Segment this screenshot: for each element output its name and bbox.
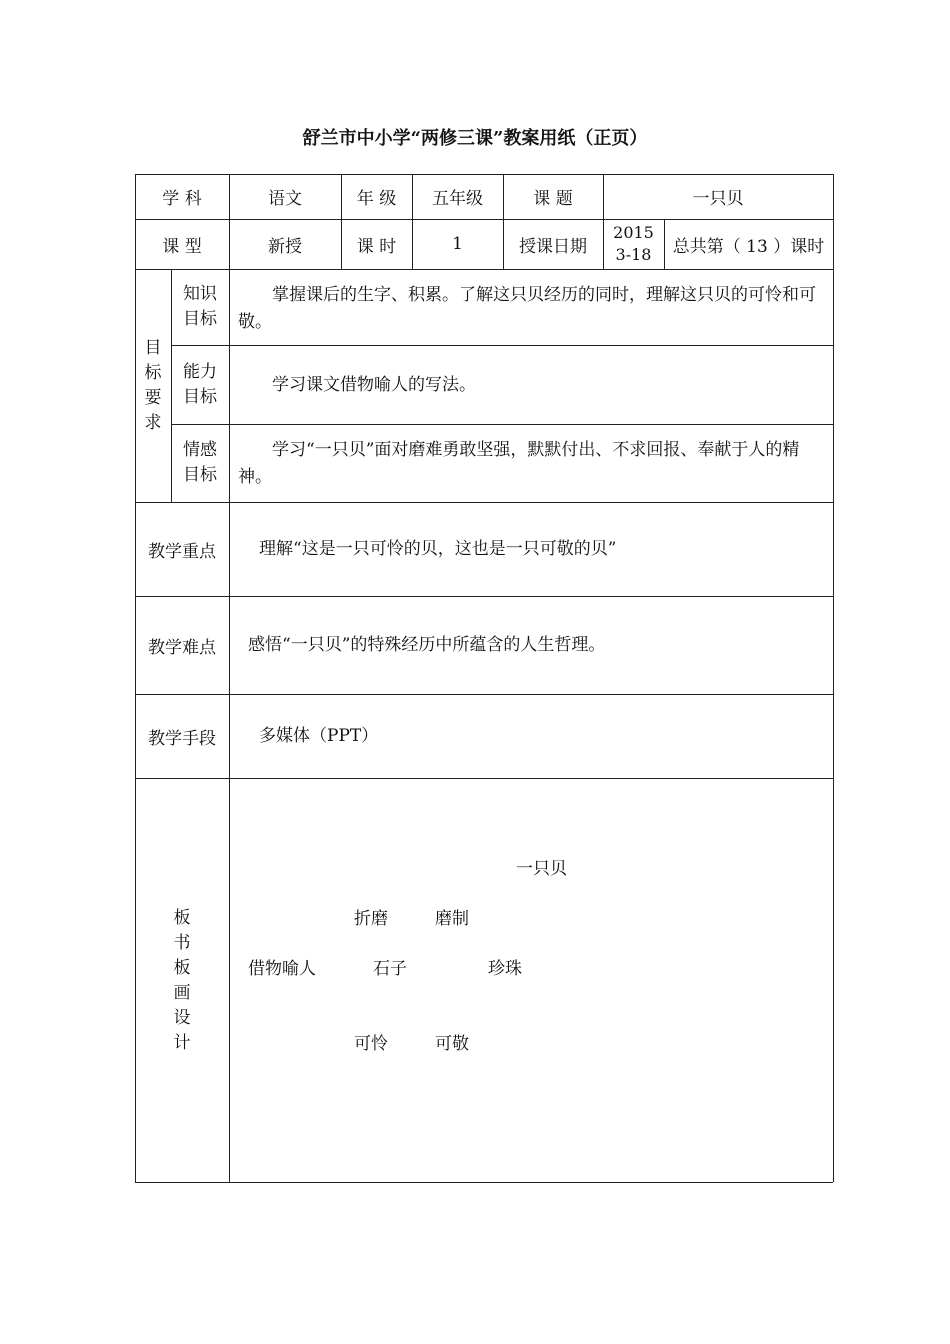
board-word-kejing: 可敬 xyxy=(435,1034,469,1054)
board-word-zhenzhu: 珍珠 xyxy=(488,959,522,979)
vertical-char: 设 xyxy=(173,1008,191,1028)
label-line: 能力 xyxy=(183,361,217,382)
subject-label: 学 科 xyxy=(162,189,202,209)
page-title: 舒兰市中小学“两修三课”教案用纸（正页） xyxy=(302,128,648,149)
emotion-goal-label xyxy=(171,424,229,502)
board-heading: 一只贝 xyxy=(516,859,567,879)
vertical-char: 书 xyxy=(173,933,191,953)
topic-value: 一只贝 xyxy=(692,189,744,209)
date-year: 2015 xyxy=(613,223,654,242)
means-label: 教学手段 xyxy=(148,728,216,749)
key-point-text: 理解“这是一只可怜的贝，这也是一只可敬的贝” xyxy=(259,539,617,559)
vertical-char: 要 xyxy=(144,388,162,408)
date-label: 授课日期 xyxy=(519,236,587,257)
table-line xyxy=(135,502,833,503)
table-line xyxy=(135,1182,833,1183)
label-line: 情感 xyxy=(183,440,217,460)
label-line: 目标 xyxy=(183,386,217,407)
topic-label: 课 题 xyxy=(533,189,573,209)
board-word-zhemo: 折磨 xyxy=(354,909,388,929)
table-line xyxy=(171,345,833,346)
ability-goal-text: 学习课文借物喻人的写法。 xyxy=(272,375,476,395)
type-value: 新授 xyxy=(268,236,302,257)
board-design-label xyxy=(172,906,192,1056)
vertical-char: 标 xyxy=(144,363,162,383)
means-text: 多媒体（PPT） xyxy=(259,726,379,746)
vertical-char: 板 xyxy=(173,958,191,978)
label-line: 知识 xyxy=(183,284,217,304)
vertical-char: 目 xyxy=(144,338,162,358)
table-line xyxy=(135,778,833,779)
goals-group-label xyxy=(143,336,163,436)
period-label: 课 时 xyxy=(356,236,397,257)
knowledge-goal-text: 掌握课后的生字、积累。了解这只贝经历的同时，理解这只贝的可怜和可敬。 xyxy=(238,285,816,332)
board-word-mozhi: 磨制 xyxy=(435,909,469,929)
board-word-kelian: 可怜 xyxy=(354,1034,388,1054)
label-line: 目标 xyxy=(183,465,217,485)
ability-goal-label xyxy=(171,345,229,424)
vertical-char: 板 xyxy=(173,908,191,928)
date-value xyxy=(603,219,664,269)
date-month-day: 3-18 xyxy=(615,245,652,264)
board-word-shizi: 石子 xyxy=(373,959,407,979)
subject-value: 语文 xyxy=(268,189,302,209)
table-line xyxy=(833,174,834,1182)
difficulty-label: 教学难点 xyxy=(148,637,216,658)
table-line xyxy=(229,174,230,1182)
vertical-char: 计 xyxy=(173,1033,191,1053)
grade-value: 五年级 xyxy=(432,189,483,209)
table-line xyxy=(171,424,833,425)
board-word-jiewuyuren: 借物喻人 xyxy=(248,959,316,979)
type-label: 课 型 xyxy=(162,236,202,257)
emotion-goal-text: 学习“一只贝”面对磨难勇敢坚强，默默付出、不求回报、奉献于人的精神。 xyxy=(238,440,800,487)
table-line xyxy=(135,694,833,695)
vertical-char: 画 xyxy=(173,983,191,1003)
difficulty-text: 感悟“一只贝”的特殊经历中所蕴含的人生哲理。 xyxy=(248,635,606,655)
key-point-label: 教学重点 xyxy=(148,541,216,562)
grade-label: 年 级 xyxy=(356,189,397,209)
table-line xyxy=(135,269,833,270)
label-line: 目标 xyxy=(183,309,217,329)
total-periods: 总共第（ 13 ）课时 xyxy=(672,236,825,257)
knowledge-goal-label xyxy=(171,269,229,345)
table-line xyxy=(135,596,833,597)
period-value: 1 xyxy=(452,234,463,254)
vertical-char: 求 xyxy=(144,413,162,433)
